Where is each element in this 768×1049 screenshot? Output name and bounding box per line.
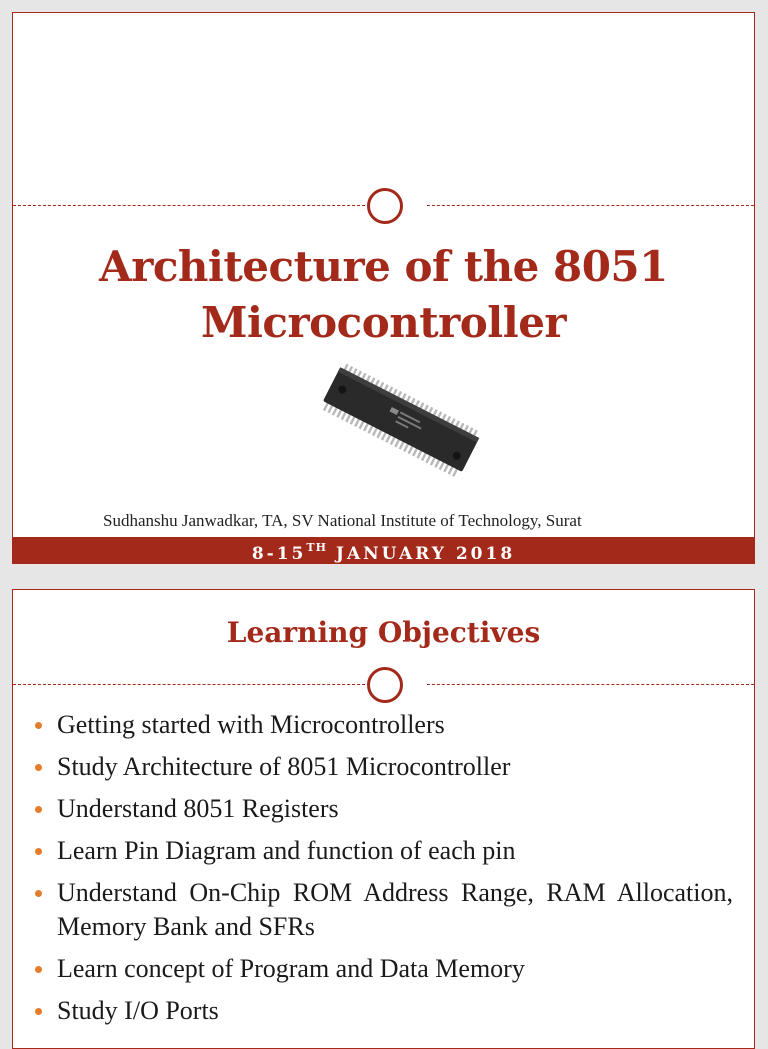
objectives-list <box>35 708 733 1036</box>
list-item-text: Understand On-Chip ROM Address Range, RAM Allocation, Memory Bank and SFRs <box>57 878 733 941</box>
list-item-text: Learn Pin Diagram and function of each pin <box>57 836 516 865</box>
objectives-slide <box>12 589 755 1049</box>
list-item <box>35 952 733 986</box>
slide-title-line2: Microcontroller <box>200 298 567 347</box>
bullet-icon <box>35 806 42 813</box>
list-item-text: Study I/O Ports <box>57 996 219 1025</box>
bullet-icon <box>35 966 42 973</box>
list-item <box>35 994 733 1028</box>
bullet-icon <box>35 890 42 897</box>
divider-ring-icon <box>367 188 403 224</box>
title-divider <box>13 205 754 206</box>
microcontroller-chip-image <box>317 361 487 479</box>
list-item-text: Study Architecture of 8051 Microcontroller <box>57 752 511 781</box>
title-slide <box>12 12 755 564</box>
date-prefix: 8-15 <box>251 544 307 564</box>
list-item-text: Getting started with Microcontrollers <box>57 710 445 739</box>
objectives-title: Learning Objectives <box>226 616 541 649</box>
list-item-text: Understand 8051 Registers <box>57 794 339 823</box>
list-item <box>35 792 733 826</box>
date-suffix: JANUARY 2018 <box>326 544 516 564</box>
divider-ring-icon <box>367 667 403 703</box>
date-superscript: TH <box>306 541 327 554</box>
objectives-divider <box>13 684 754 685</box>
date-banner <box>13 537 754 564</box>
bullet-icon <box>35 764 42 771</box>
bullet-icon <box>35 722 42 729</box>
list-item <box>35 708 733 742</box>
list-item <box>35 834 733 868</box>
author-line: Sudhanshu Janwadkar, TA, SV National Institute of Technology, Surat <box>103 511 582 530</box>
list-item <box>35 876 733 944</box>
slide-title-line1: Architecture of the 8051 <box>99 242 668 291</box>
bullet-icon <box>35 1008 42 1015</box>
list-item-text: Learn concept of Program and Data Memory <box>57 954 525 983</box>
bullet-icon <box>35 848 42 855</box>
list-item <box>35 750 733 784</box>
slide-title <box>13 239 754 351</box>
